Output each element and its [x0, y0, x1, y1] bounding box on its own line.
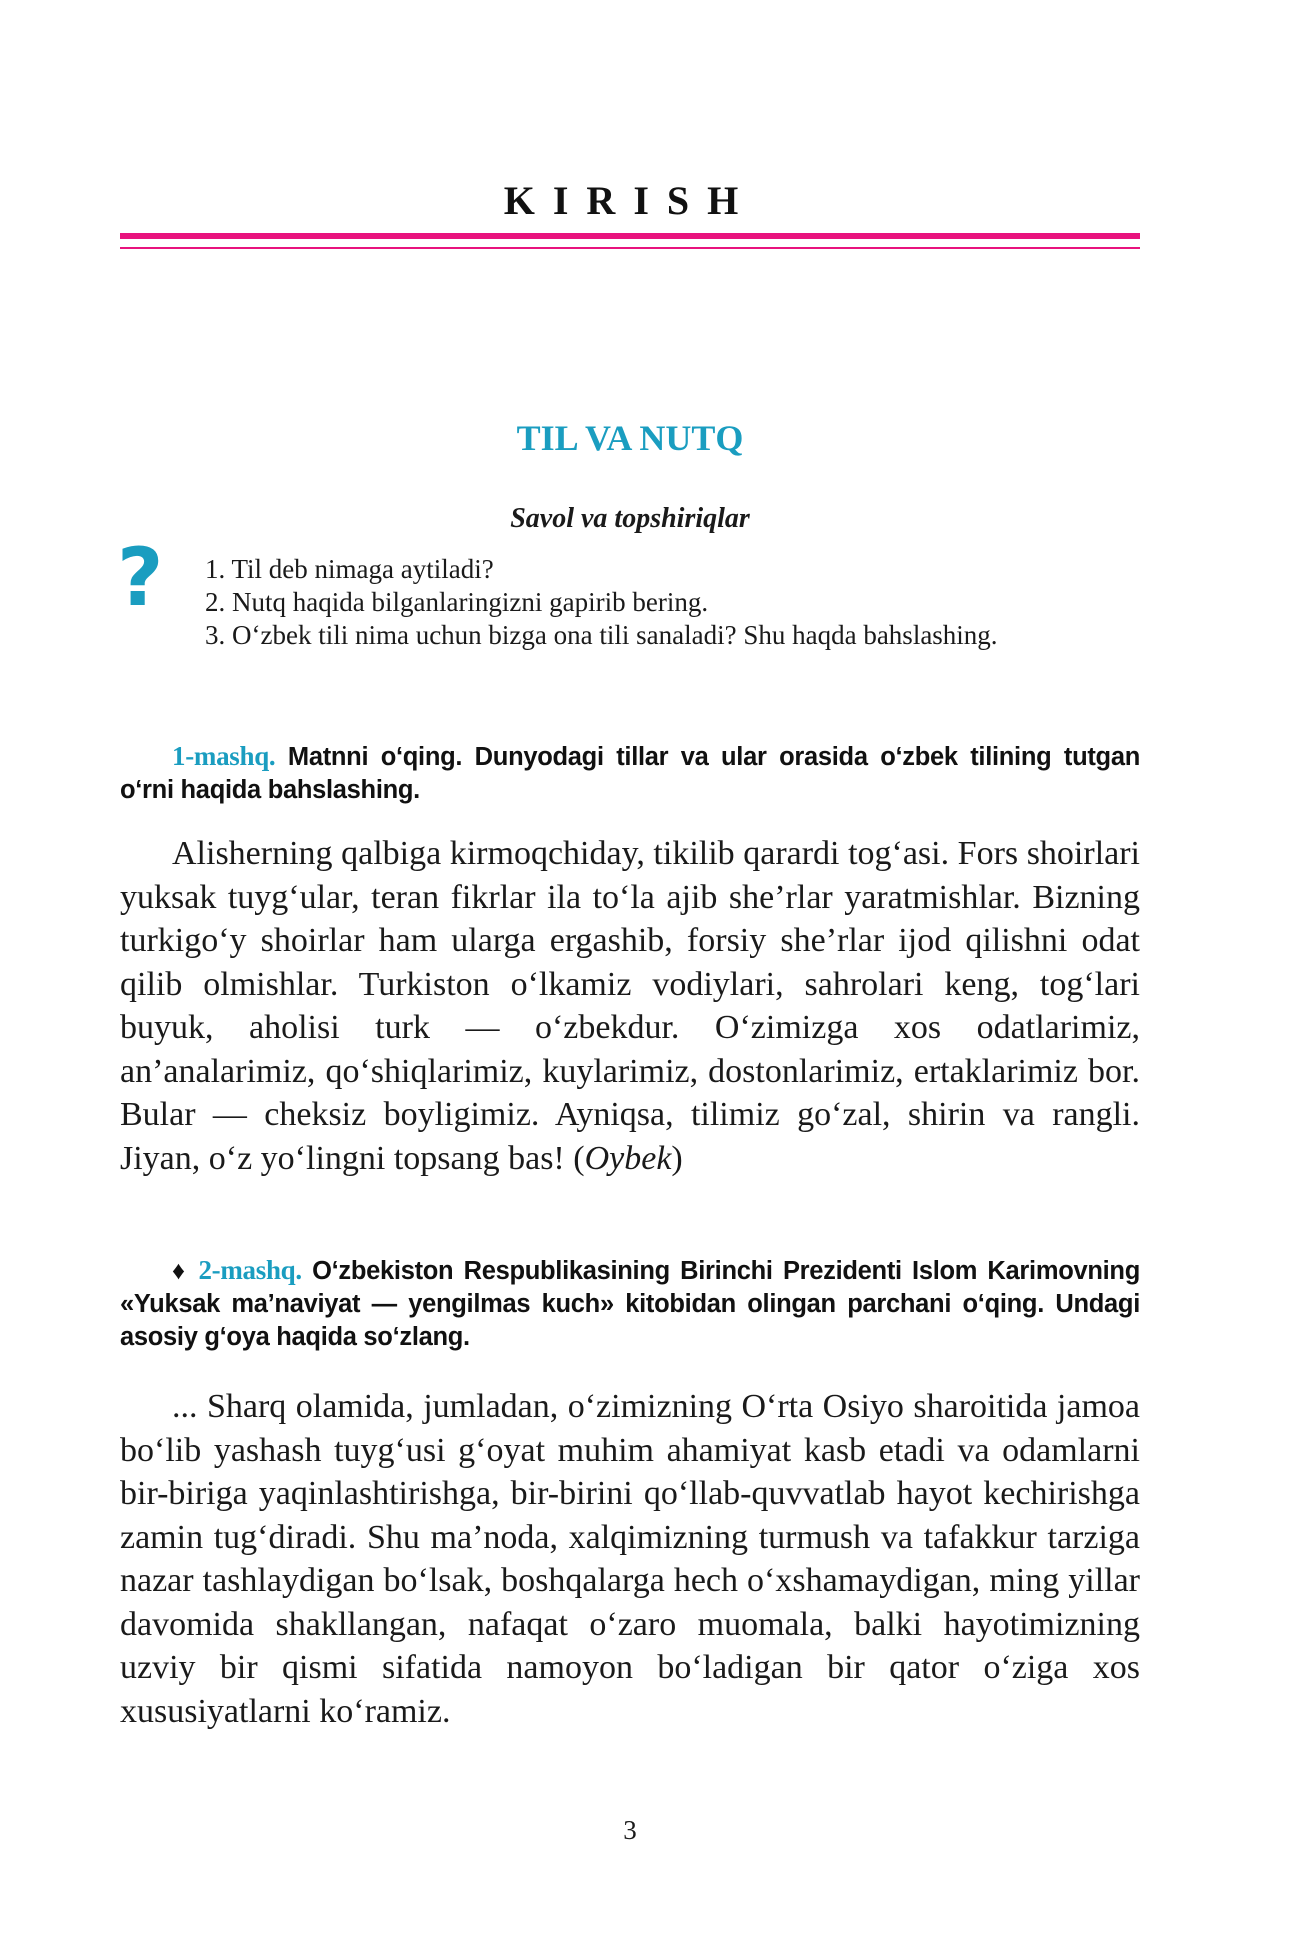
question-item-1: 1. Til deb nimaga aytiladi?	[205, 554, 494, 584]
questions-list	[205, 553, 1140, 652]
title-rule-thick	[120, 233, 1140, 239]
exercise-1-text	[120, 832, 1140, 1180]
question-item-3: 3. O‘zbek tili nima uchun bizga ona tili sanaladi? Shu haqda bahslashing.	[205, 620, 998, 650]
exercise-1-instruction-text: Matnni o‘qing. Dunyodagi tillar va ular orasida o‘zbek tilining tutgan o‘rni haqida bahslashing.	[120, 743, 1140, 804]
exercise-2-text: ... Sharq olamida, jumladan, o‘zimizning O‘rta Osiyo sharoitida jamoa bo‘lib yashash tuyg‘usi g‘oyat muhim ahamiyat kasb etadi va odamlarni bir-biriga yaqinlashtirishga, bir-birini qo‘llab-quvvatlab hayot kechirishga zamin tug‘diradi. Shu ma’noda, xalqimizning turmush va tafakkur tarziga nazar tashlaydigan bo‘lsak, boshqalarga hech o‘xshamaydigan, ming yillar davomida shakllangan, nafaqat o‘zaro muomala, balki hayotimizning uzviy bir qismi sifatida namoyon bo‘ladigan bir qator o‘ziga xos xususiyatlarni ko‘ramiz.	[120, 1388, 1140, 1730]
exercise-2-instruction	[120, 1254, 1140, 1354]
exercise-1-author: Oybek	[584, 1139, 672, 1177]
question-item-2: 2. Nutq haqida bilganlaringizni gapirib bering.	[205, 587, 709, 617]
exercise-1-number: 1-mashq.	[172, 741, 276, 771]
question-mark-icon: ?	[117, 531, 164, 624]
diamond-icon: ♦	[172, 1257, 189, 1285]
exercise-1-closing: )	[671, 1139, 683, 1177]
section-title: TIL VA NUTQ	[516, 418, 744, 458]
questions-heading: Savol va topshiriqlar	[510, 503, 750, 534]
exercise-1-instruction	[120, 740, 1140, 807]
page-number: 3	[623, 1815, 637, 1845]
exercise-1-body: Alisherning qalbiga kirmoqchiday, tikilib qarardi tog‘asi. Fors shoirlari yuksak tuyg‘ular, teran fikrlar ila to‘la ajib she’rlar yaratmishlar. Bizning turkigo‘y shoirlar ham ularga ergashib, forsiy she’rlar ijod qilishni odat qilib olmishlar. Turkiston o‘lkamiz vodiylari, sahrolari keng, tog‘lari buyuk, aholisi turk — o‘zbekdur. O‘zimizga xos odatlarimiz, an’analarimiz, qo‘shiqlarimiz, kuylarimiz, dostonlarimiz, ertaklarimiz bor. Bular — cheksiz boyligimiz. Ayniqsa, tilimiz go‘zal, shirin va rangli. Jiyan, o‘z yo‘lingni topsang bas! (	[120, 835, 1140, 1177]
title-rule-thin	[120, 247, 1140, 249]
exercise-2-number: 2-mashq.	[198, 1255, 302, 1285]
exercise-2-instruction-text: O‘zbekiston Respublikasining Birinchi Prezidenti Islom Karimovning «Yuksak ma’naviyat — yengilmas kuch» kitobidan olingan parchani o‘qing. Undagi asosiy g‘oya haqida so‘zlang.	[120, 1257, 1140, 1351]
chapter-title: KIRISH	[503, 178, 757, 223]
